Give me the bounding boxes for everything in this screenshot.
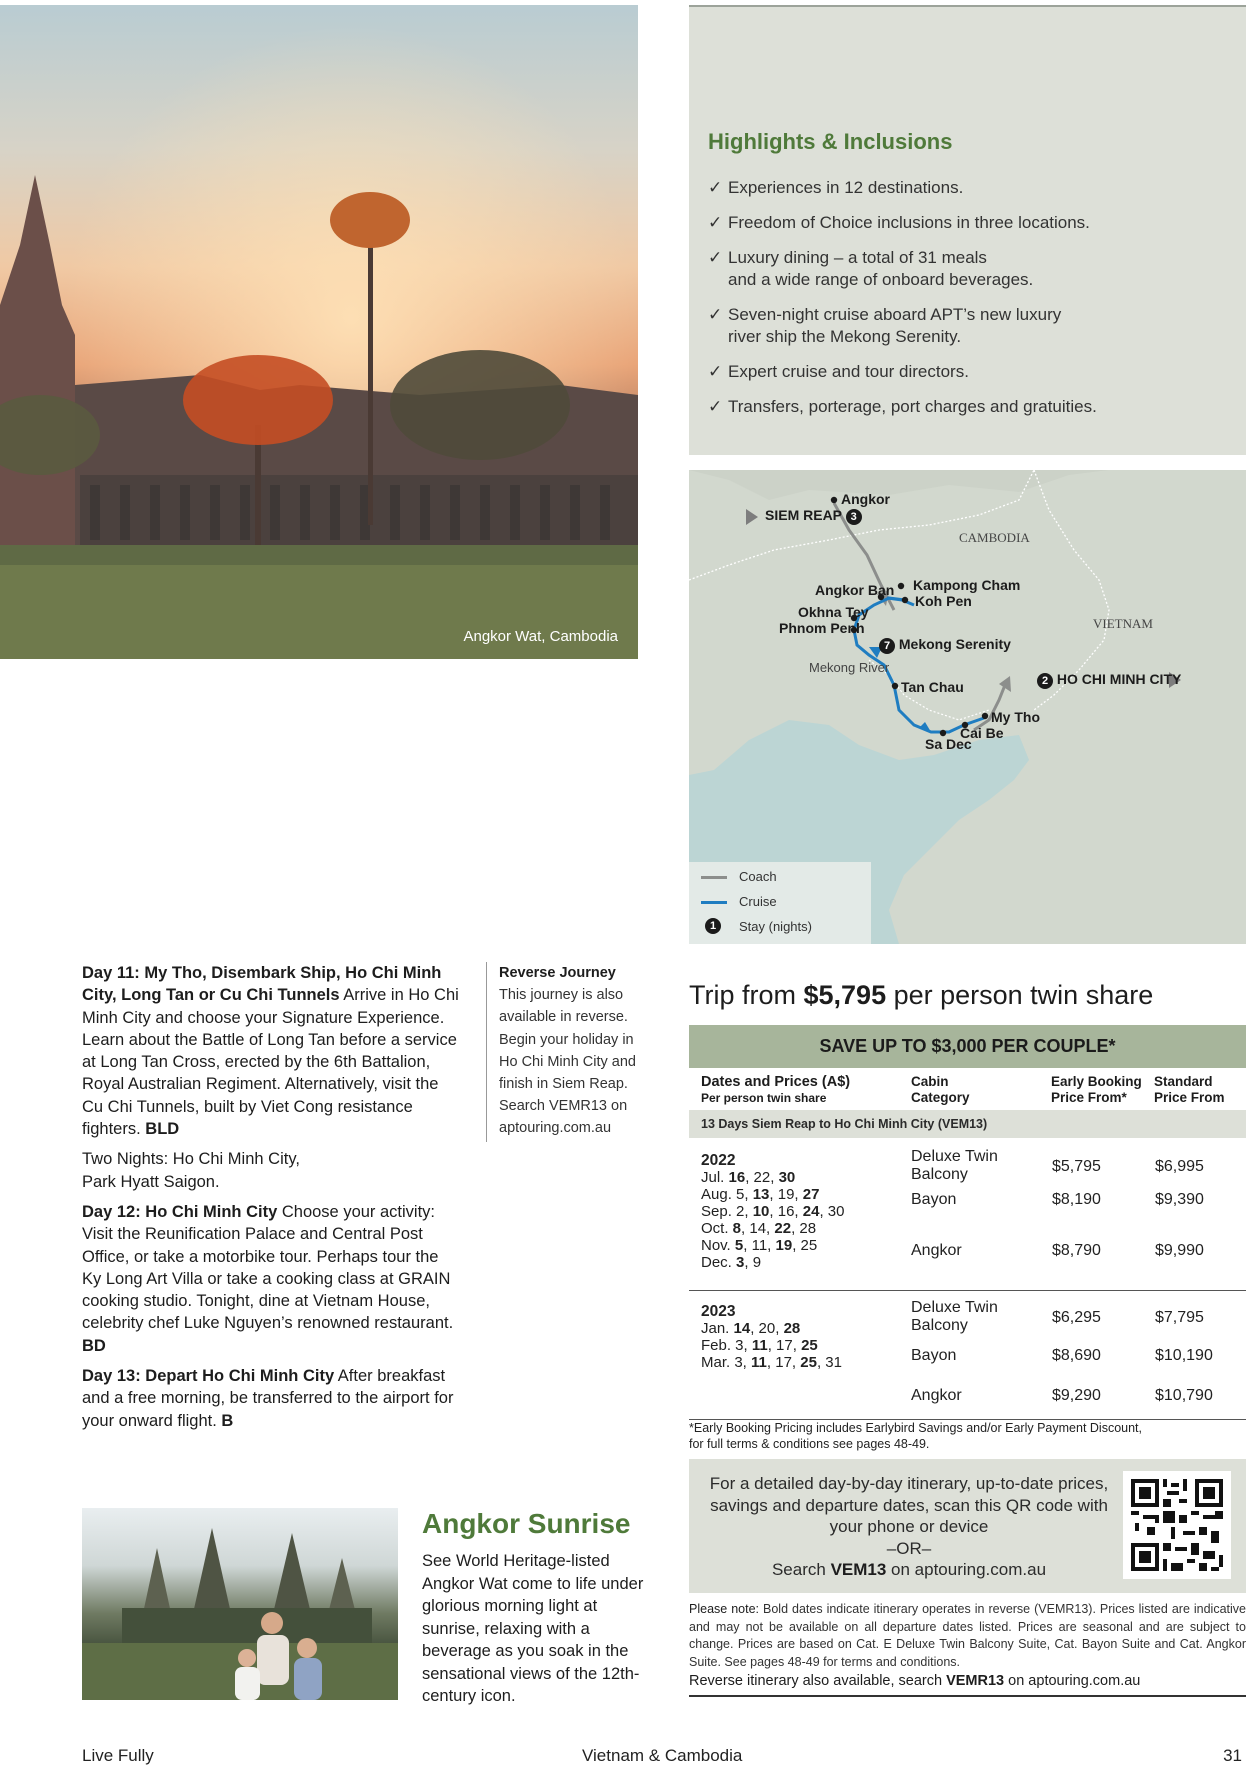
cabin-cell: Bayon: [911, 1347, 957, 1364]
sunrise-title: Angkor Sunrise: [422, 1508, 631, 1539]
map-label-angkor: Angkor: [841, 491, 890, 507]
cabin-cell: Deluxe Twin Balcony: [911, 1299, 998, 1334]
map-label-mekong-river: Mekong River: [809, 660, 890, 675]
highlights-list: [708, 177, 1228, 431]
list-item: ✓ Experiences in 12 destinations.: [708, 178, 964, 197]
highlights-title: Highlights & Inclusions: [708, 129, 953, 154]
year-block-2023: [689, 1291, 1246, 1420]
legend-coach: Coach: [739, 869, 777, 884]
header-early: Early Booking Price From*: [1051, 1074, 1142, 1105]
map-label-my-tho: My Tho: [991, 709, 1040, 725]
hero-photo: [0, 5, 638, 659]
dates-2022: 2022 Jul. 16, 22, 30 Aug. 5, 13, 19, 27 Sep. 2, 10, 16, 24, 30 Oct. 8, 14, 22, 28 Nov. 5, 11, 19, 25 Dec. 3, 9: [701, 1152, 901, 1271]
early-price-cell: $5,795: [1052, 1158, 1101, 1175]
travellers-illustration: [82, 1508, 398, 1700]
accommodation-note: Two Nights: Ho Chi Minh City, Park Hyatt Saigon.: [82, 1150, 300, 1191]
year-block-2022: [689, 1138, 1246, 1291]
map-label-cambodia: CAMBODIA: [959, 530, 1030, 545]
map-label-siem-reap: SIEM REAP 3: [765, 507, 862, 525]
dates-2023: 2023 Jan. 14, 20, 28 Feb. 3, 11, 17, 25 Mar. 3, 11, 17, 25, 31: [701, 1303, 901, 1371]
map-label-cai-be: Cai Be: [960, 725, 1004, 741]
please-note: Please note: Bold dates indicate itinerary operates in reverse (VEMR13). Prices listed are indicative and may not be available on all departure dates listed. Prices are seasonal and are subject to change. Prices are based on Cat. E Deluxe Twin Balcony Suite, Cat. Bayon Suite and Cat. Angkor Suite. See pages 48-49 for terms and conditions.: [689, 1602, 1246, 1669]
date-line: Nov. 5, 11, 19, 25: [701, 1237, 818, 1254]
itinerary-text: [82, 962, 460, 1440]
date-line: Aug. 5, 13, 19, 27: [701, 1186, 820, 1203]
cruise-line-swatch: [701, 901, 727, 904]
legend-stay: Stay (nights): [739, 919, 812, 934]
map-label-hcmc: 2 HO CHI MINH CITY: [1037, 671, 1181, 689]
date-line: Sep. 2, 10, 16, 24, 30: [701, 1203, 845, 1220]
check-icon: ✓: [708, 248, 723, 267]
footer-left: Live Fully: [82, 1746, 154, 1765]
map-legend: [689, 862, 871, 944]
check-icon: ✓: [708, 305, 723, 324]
standard-price-cell: $9,990: [1155, 1242, 1204, 1259]
coach-line-swatch: [701, 876, 727, 879]
early-booking-note: *Early Booking Pricing includes Earlybird Savings and/or Early Payment Discount, for full terms & conditions see pages 48-49.: [689, 1421, 1142, 1451]
header-dates: Dates and Prices (A$) Per person twin share: [701, 1074, 851, 1105]
save-banner: SAVE UP TO $3,000 PER COUPLE*: [689, 1025, 1246, 1068]
trip-price-heading: Trip from $5,795 per person twin share: [689, 980, 1154, 1010]
list-item: ✓ Transfers, porterage, port charges and gratuities.: [708, 397, 1097, 416]
check-icon: ✓: [708, 178, 723, 197]
stay-badge: 3: [846, 509, 862, 525]
cabin-cell: Bayon: [911, 1191, 957, 1208]
reverse-itinerary-line: Reverse itinerary also available, search VEMR13 on aptouring.com.au: [689, 1673, 1246, 1697]
standard-price-cell: $9,390: [1155, 1191, 1204, 1208]
sunrise-photo: [82, 1508, 398, 1700]
map-label-tan-chau: Tan Chau: [901, 679, 964, 695]
map-label-mekong-serenity: 7 Mekong Serenity: [879, 636, 1011, 654]
list-item: ✓ Expert cruise and tour directors.: [708, 362, 969, 381]
route-row: 13 Days Siem Reap to Ho Chi Minh City (VEM13): [689, 1110, 1246, 1138]
highlights-panel: [689, 5, 1246, 455]
reverse-journey-title: Reverse Journey: [499, 965, 616, 981]
reverse-journey-text: This journey is also available in reverse. Begin your holiday in Ho Chi Minh City and finish in Siem Reap. Search VEMR13 on aptouring.com.au: [499, 987, 636, 1137]
map-label-kampong-cham: Kampong Cham: [913, 577, 1021, 593]
cabin-cell: Angkor: [911, 1387, 962, 1404]
qr-code-icon[interactable]: [1123, 1471, 1231, 1579]
check-icon: ✓: [708, 362, 723, 381]
cabin-cell: Angkor: [911, 1242, 962, 1259]
early-price-cell: $8,190: [1052, 1191, 1101, 1208]
date-line: Mar. 3, 11, 17, 25, 31: [701, 1354, 842, 1371]
route-map: [689, 470, 1246, 944]
check-icon: ✓: [708, 213, 723, 232]
date-line: Feb. 3, 11, 17, 25: [701, 1337, 818, 1354]
date-line: Jan. 14, 20, 28: [701, 1320, 801, 1337]
list-item: ✓ Luxury dining – a total of 31 meals and a wide range of onboard beverages.: [708, 248, 1034, 289]
header-cabin: Cabin Category: [911, 1074, 970, 1105]
day-13: Day 13: Depart Ho Chi Minh City After breakfast and a free morning, be transferred to the airport for your onward flight. B: [82, 1367, 454, 1430]
date-line: Oct. 8, 14, 22, 28: [701, 1220, 817, 1237]
footer-center: Vietnam & Cambodia: [582, 1746, 743, 1765]
price-table: [689, 1068, 1246, 1420]
map-label-okhna-tey: Okhna Tey: [798, 604, 869, 620]
list-item: ✓ Seven-night cruise aboard APT’s new luxury river ship the Mekong Serenity.: [708, 305, 1062, 346]
early-price-cell: $8,790: [1052, 1242, 1101, 1259]
angkor-wat-illustration: [0, 5, 638, 659]
list-item: ✓ Freedom of Choice inclusions in three locations.: [708, 213, 1090, 232]
early-price-cell: $6,295: [1052, 1309, 1101, 1326]
reverse-journey-box: [486, 962, 649, 1142]
header-standard: Standard Price From: [1154, 1074, 1225, 1105]
stay-badge: 2: [1037, 673, 1053, 689]
map-label-vietnam: VIETNAM: [1093, 616, 1153, 631]
stay-badge: 7: [879, 638, 895, 654]
sunrise-text: See World Heritage-listed Angkor Wat come to life under glorious morning light at sunrise, relaxing with a beverage as you soak in the sensational views of the 12th-century icon.: [422, 1552, 644, 1705]
cabin-cell: Deluxe Twin Balcony: [911, 1148, 998, 1183]
table-header: [689, 1068, 1246, 1110]
early-price-cell: $8,690: [1052, 1347, 1101, 1364]
page-number: 31: [1223, 1746, 1242, 1765]
standard-price-cell: $7,795: [1155, 1309, 1204, 1326]
qr-panel: [689, 1459, 1246, 1593]
standard-price-cell: $10,190: [1155, 1347, 1213, 1364]
check-icon: ✓: [708, 397, 723, 416]
standard-price-cell: $6,995: [1155, 1158, 1204, 1175]
stay-badge: 1: [705, 918, 721, 934]
early-price-cell: $9,290: [1052, 1387, 1101, 1404]
date-line: Jul. 16, 22, 30: [701, 1169, 796, 1186]
map-label-sa-dec: Sa Dec: [925, 736, 972, 752]
standard-price-cell: $10,790: [1155, 1387, 1213, 1404]
hero-caption: Angkor Wat, Cambodia: [463, 628, 618, 645]
map-label-koh-pen: Koh Pen: [915, 593, 972, 609]
day-12: Day 12: Ho Chi Minh City Choose your activity: Visit the Reunification Palace and Central Post Office, or take a motorbike tour. Perhaps tour the Ky Long Art Villa or take a cooking class at GRAIN cooking studio. Tonight, dine at Vietnam House, celebrity chef Luke Nguyen’s renowned restaurant. BD: [82, 1202, 454, 1355]
day-11: Day 11: My Tho, Disembark Ship, Ho Chi Minh City, Long Tan or Cu Chi Tunnels Arrive in Ho Chi Minh City and choose your Signature Experience. Learn about the Battle of Long Tan before a service at Long Tan Cross, erected by the 6th Battalion, Royal Australian Regiment. Alternatively, visit the Cu Chi Tunnels, built by Viet Cong resistance fighters. BLD: [82, 964, 459, 1139]
qr-text: For a detailed day-by-day itinerary, up-to-date prices, savings and departure dates, scan this QR code with your phone or device –OR– Search VEM13 on aptouring.com.au: [709, 1474, 1109, 1579]
legend-cruise: Cruise: [739, 894, 777, 909]
date-line: Dec. 3, 9: [701, 1254, 762, 1271]
map-label-phnom-penh: Phnom Penh: [779, 620, 865, 636]
map-label-angkor-ban: Angkor Ban: [815, 582, 895, 598]
